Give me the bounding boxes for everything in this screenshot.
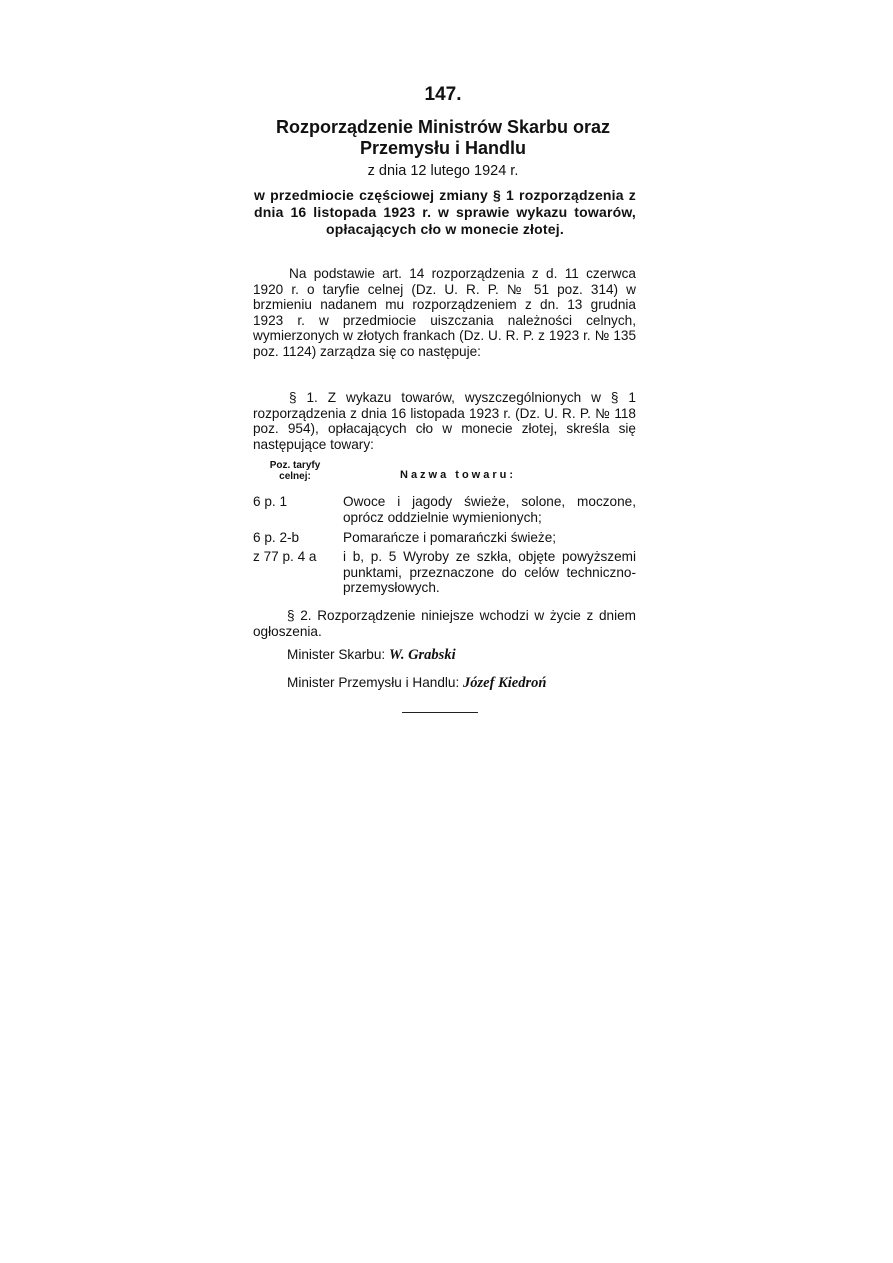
signature-name: W. Grabski: [389, 647, 456, 663]
signature-name: Józef Kiedroń: [463, 675, 547, 691]
goods-name: Pomarańcze i pomarańczki świeże;: [343, 530, 557, 545]
document-subject: w przedmiocie częściowej zmiany § 1 rozporządzenia z dnia 16 listopada 1923 r. w sprawie wykazu towarów, opłacających cło w monecie złotej.: [254, 187, 636, 237]
section-1-paragraph: § 1. Z wykazu towarów, wyszczególnionych w § 1 rozporządzenia z dnia 16 listopada 1923 r. (Dz. U. R. P. № 118 poz. 954), opłacających cło w monecie złotej, skreśla się następujące towary:: [253, 390, 636, 452]
signature-industry-minister: [287, 675, 546, 692]
signature-role: Minister Skarbu:: [287, 647, 386, 662]
table-header-tariff-line-1: Poz. taryfy: [269, 460, 321, 471]
document-title: [250, 117, 636, 159]
goods-name: i b, p. 5 Wyroby ze szkła, objęte powyższemi punktami, przeznaczone do celów techniczno-przemysłowych.: [343, 549, 636, 596]
document-number: 147.: [424, 84, 462, 105]
title-line-1: Rozporządzenie Ministrów Skarbu oraz: [275, 117, 611, 137]
table-header-goods-name: Nazwa towaru:: [400, 469, 517, 481]
tariff-code: 6 p. 1: [253, 494, 288, 509]
goods-name: Owoce i jagody świeże, solone, moczone, oprócz oddzielnie wymienionych;: [343, 494, 636, 525]
document-date: z dnia 12 lutego 1924 r.: [367, 163, 519, 179]
title-line-2: Przemysłu i Handlu: [359, 138, 527, 158]
signature-finance-minister: [287, 647, 456, 664]
tariff-code: z 77 p. 4 a: [253, 549, 317, 564]
tariff-code: 6 p. 2-b: [253, 530, 300, 545]
table-header-tariff-line-2: celnej:: [279, 471, 311, 482]
table-header-tariff-position: [252, 460, 338, 482]
signature-role: Minister Przemysłu i Handlu:: [287, 675, 460, 690]
preamble-paragraph: Na podstawie art. 14 rozporządzenia z d. 11 czerwca 1920 r. o taryfie celnej (Dz. U. R. P. № 51 poz. 314) w brzmieniu nadanem mu rozporządzeniem z dn. 13 grudnia 1923 r. w przedmiocie uiszczania należności celnych, wymierzonych w złotych frankach (Dz. U. R. P. z 1923 r. № 135 poz. 1124) zarządza się co następuje:: [253, 266, 636, 359]
section-2-paragraph: § 2. Rozporządzenie niniejsze wchodzi w życie z dniem ogłoszenia.: [253, 608, 636, 639]
closing-rule: [402, 712, 478, 713]
